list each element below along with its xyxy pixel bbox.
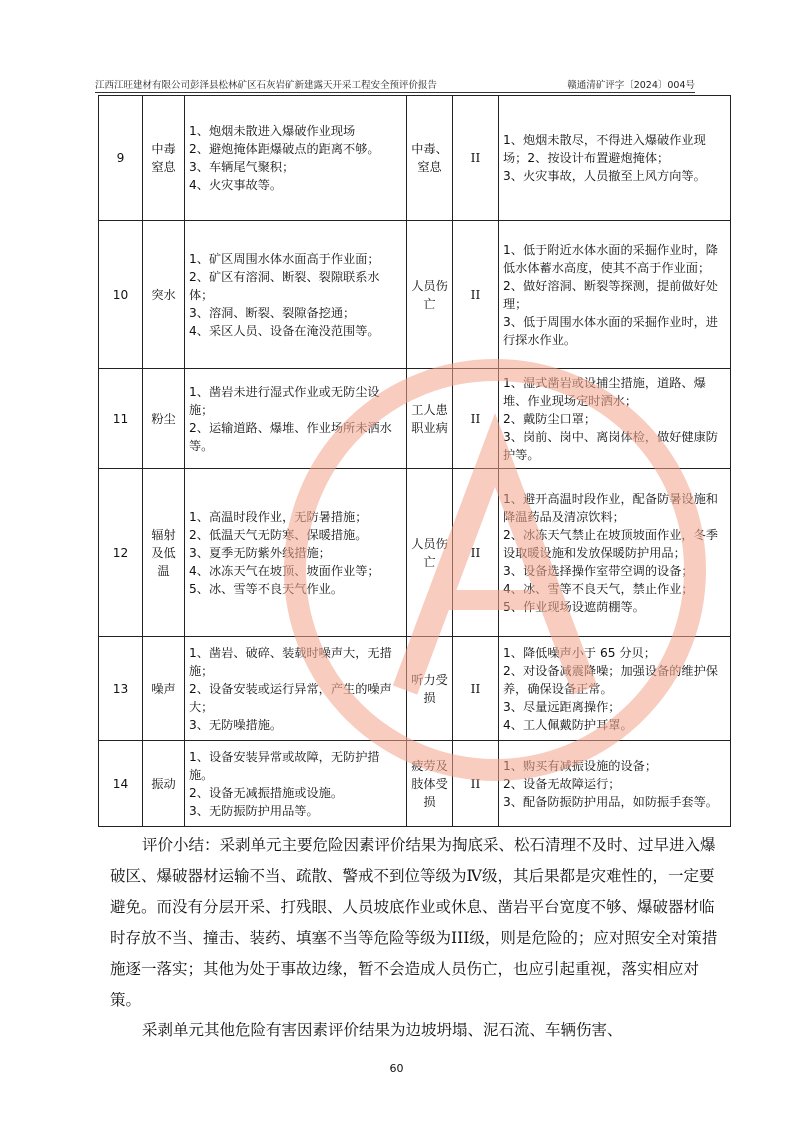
row-number: 14 [99,741,143,827]
page-header [95,77,695,91]
hazard-causes-line: 3、无防振防护用品等。 [189,803,319,818]
hazard-type: 振动 [143,741,185,827]
safety-measures-line: 1、购买有减振设施的设备； [503,758,658,773]
safety-measures-line: 2、冰冻天气禁止在坡顶坡面作业，冬季设取暖设施和发放保暖防护用品； [503,527,718,560]
hazard-causes-line: 1、矿区周围水体水面高于作业面； [189,251,380,266]
table-row [99,741,731,827]
table-row [99,96,731,221]
page-number: 60 [389,1062,404,1075]
safety-measures-line: 3、配备防振防护用品，如防振手套等。 [503,794,718,809]
safety-measures [499,741,731,827]
header-rule [95,92,695,93]
hazard-causes [185,369,407,469]
table-row [99,369,731,469]
safety-measures-line: 2、对设备减震降噪；加强设备的维护保养，确保设备正常。 [503,663,718,696]
safety-measures-line: 3、尽量远距离操作； [503,699,621,714]
summary-paragraph-1: 评价小结：采剥单元主要危险因素评价结果为掏底采、松石清理不及时、过早进入爆破区、爆破器材运输不当、疏散、警戒不到位等级为Ⅳ级，其后果都是灾难性的，一定要避免。而没有分层开采、打残眼、人员坡底作业或休息、凿岩平台宽度不够、爆破器材临时存放不当、撞击、装药、填塞不当等危险等级为III级，则是危险的；应对照安全对策措施逐一落实；其他为处于事故边缘，暂不会造成人员伤亡，也应引起重视，落实相应对策。 [110,836,718,1009]
safety-measures [499,96,731,221]
hazard-causes-line: 2、避炮掩体距爆破点的距离不够。 [189,142,380,156]
hazard-consequence: 人员伤亡 [407,221,453,369]
safety-measures-line: 1、湿式凿岩或设捕尘措施，道路、爆堆、作业现场定时洒水； [503,375,706,408]
row-number: 13 [99,637,143,741]
hazard-causes-line: 2、设备安装或运行异常，产生的噪声大； [189,681,392,714]
hazard-level: II [453,369,499,469]
safety-measures [499,221,731,369]
safety-measures-line: 3、低于周围水体水面的采掘作业时，进行探水作业。 [503,314,718,347]
hazard-causes-line: 1、设备安装异常或故障，无防护措施。 [189,749,380,782]
hazard-causes-line: 3、车辆尾气聚积； [189,160,295,174]
safety-measures-line: 2、做好溶洞、断裂等探测，提前做好处理； [503,278,718,311]
hazard-causes [185,96,407,221]
hazard-type: 突水 [143,221,185,369]
safety-measures-line: 3、火灾事故，人员撤至上风方向等。 [503,169,706,183]
table-row [99,637,731,741]
hazard-causes-line: 2、设备无减振措施或设施。 [189,785,344,800]
safety-measures [499,637,731,741]
hazard-causes [185,221,407,369]
hazard-consequence: 工人患职业病 [407,369,453,469]
row-number: 10 [99,221,143,369]
safety-measures-line: 1、炮烟未散尽，不得进入爆破作业现场；2、按设计布置避炮掩体； [503,133,706,165]
hazard-level: II [453,96,499,221]
hazard-consequence: 听力受损 [407,637,453,741]
hazard-level: II [453,469,499,637]
row-number: 11 [99,369,143,469]
hazard-causes-line: 4、火灾事故等。 [189,178,283,192]
hazard-table-body [99,96,731,827]
hazard-consequence: 中毒、窒息 [407,96,453,221]
hazard-consequence: 疲劳及肢体受损 [407,741,453,827]
hazard-causes-line: 1、凿岩未进行湿式作业或无防尘设施； [189,384,380,417]
row-number: 9 [99,96,143,221]
hazard-table [98,95,731,827]
hazard-type: 辐射及低温 [143,469,185,637]
hazard-causes-line: 3、无防噪措施。 [189,717,283,732]
hazard-causes-line: 5、冰、雪等不良天气作业。 [189,581,344,596]
safety-measures-line: 5、作业现场设遮荫棚等。 [503,599,645,614]
hazard-causes-line: 2、矿区有溶洞、断裂、裂隙联系水体； [189,269,380,302]
hazard-causes-line: 1、炮烟未散进入爆破作业现场 [189,124,356,138]
safety-measures-line: 1、避开高温时段作业，配备防暑设施和降温药品及清凉饮料； [503,491,718,524]
hazard-causes [185,469,407,637]
hazard-level: II [453,637,499,741]
hazard-causes-line: 4、冰冻天气在坡顶、坡面作业等； [189,563,380,578]
hazard-causes-line: 1、高温时段作业，无防暑措施； [189,509,368,524]
safety-measures-line: 1、低于附近水体水面的采掘作业时，降低水体蓄水高度，使其不高于作业面； [503,242,718,275]
hazard-type: 中毒窒息 [143,96,185,221]
hazard-causes-line: 4、采区人员、设备在淹没范围等。 [189,323,380,338]
hazard-level: II [453,221,499,369]
table-row [99,469,731,637]
header-report-number: 赣通清矿评字〔2024〕004号 [567,80,695,91]
hazard-consequence: 人员伤亡 [407,469,453,637]
summary-paragraph-2: 采剥单元其他危险有害因素评价结果为边坡坍塌、泥石流、车辆伤害、 [142,1021,623,1039]
safety-measures [499,469,731,637]
safety-measures-line: 4、工人佩戴防护耳罩。 [503,717,633,732]
hazard-causes-line: 2、运输道路、爆堆、作业场所未洒水等。 [189,420,392,453]
safety-measures-line: 4、冰、雪等不良天气，禁止作业； [503,581,694,596]
header-report-title: 江西江旺建材有限公司彭泽县松林矿区石灰岩矿新建露天开采工程安全预评价报告 [95,80,438,91]
hazard-causes [185,741,407,827]
safety-measures-line: 3、设备选择操作室带空调的设备； [503,563,694,578]
safety-measures-line: 1、降低噪声小于 65 分贝； [503,645,656,660]
hazard-causes-line: 2、低温天气无防寒、保暖措施。 [189,527,368,542]
table-row [99,221,731,369]
hazard-causes-line: 3、溶洞、断裂、裂隙备挖通； [189,305,356,320]
safety-measures-line: 2、戴防尘口罩； [503,411,597,426]
hazard-type: 粉尘 [143,369,185,469]
safety-measures-line: 3、岗前、岗中、离岗体检，做好健康防护等。 [503,429,718,462]
hazard-type: 噪声 [143,637,185,741]
hazard-level: II [453,741,499,827]
hazard-causes-line: 3、夏季无防紫外线措施； [189,545,331,560]
safety-measures [499,369,731,469]
hazard-causes-line: 1、凿岩、破碎、装载时噪声大，无措施； [189,645,392,678]
row-number: 12 [99,469,143,637]
hazard-causes [185,637,407,741]
safety-measures-line: 2、设备无故障运行； [503,776,621,791]
